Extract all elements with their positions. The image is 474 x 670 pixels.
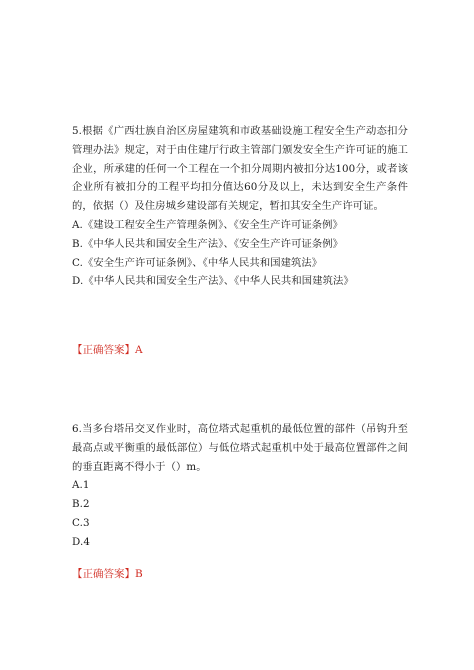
option-d: D.4	[72, 535, 91, 548]
answer-label: 【正确答案】	[72, 568, 135, 580]
answer-6	[72, 566, 143, 582]
question-5	[72, 122, 408, 291]
option-b: B.2	[72, 498, 90, 511]
option-c: C.《安全生产许可证条例》、《中华人民共和国建筑法》	[72, 256, 323, 269]
option-b: B.《中华人民共和国安全生产法》、《安全生产许可证条例》	[72, 237, 344, 250]
answer-label: 【正确答案】	[72, 344, 135, 356]
question-stem: 6.当多台塔吊交叉作业时，高位塔式起重机的最低位置的部件（吊钩升至最高点或平衡重的最低部位）与低位塔式起重机中处于最高位置部件之间的垂直距离不得小于（）m。	[72, 423, 408, 473]
option-a: A.《建设工程安全生产管理条例》、《安全生产许可证条例》	[72, 218, 343, 231]
answer-5	[72, 342, 143, 358]
option-c: C.3	[72, 516, 90, 529]
question-stem: 5.根据《广西壮族自治区房屋建筑和市政基础设施工程安全生产动态扣分管理办法》规定，对于由住建厅行政主管部门颁发安全生产许可证的施工企业，所承建的任何一个工程在一个扣分周期内被扣分达100分，或者该企业所有被扣分的工程平均扣分值达60分及以上，未达到安全生产条件的，依据（）及住房城乡建设部有关规定，暂扣其安全生产许可证。	[72, 125, 408, 213]
question-6	[72, 420, 408, 552]
answer-value: A	[135, 344, 143, 356]
option-d: D.《中华人民共和国安全生产法》、《中华人民共和国建筑法》	[72, 275, 354, 288]
answer-value: B	[135, 568, 143, 580]
option-a: A.1	[72, 479, 90, 492]
option-list	[72, 476, 408, 551]
option-list	[72, 216, 408, 291]
